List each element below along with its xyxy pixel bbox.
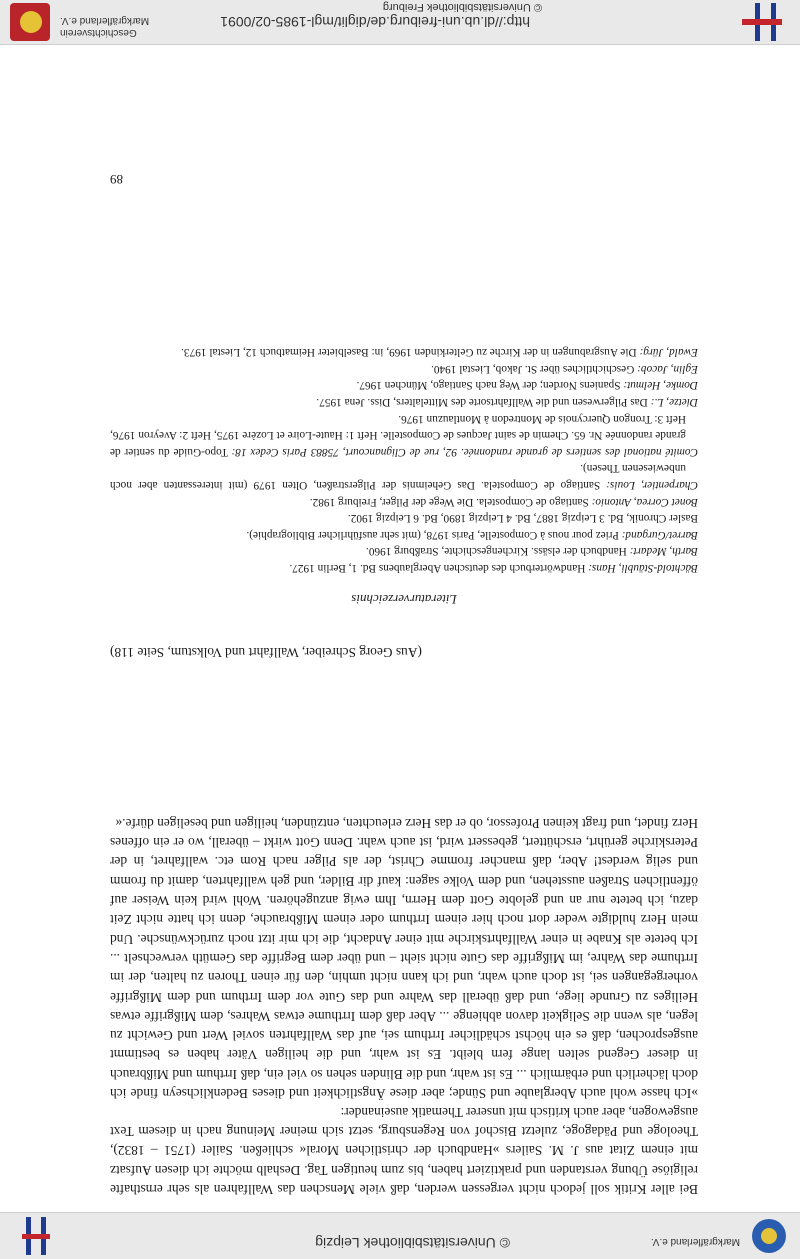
literature-entry: Eglin, Jacob: Geschichtliches über St. Jakob, Liestal 1940.	[431, 362, 698, 375]
sailer-quote: »Ich hasse wohl auch Aberglaube und Sünde; aber diese Ängstlichkeit und dieses Bedenklichseyn finde ich doch lächerlich und erbärmlich ... Es ist wahr, und die Blinden sehen so viel ein, daß Irrthum und Mißbrauch in dieser Gegend selten lange fern bleibt. Es ist wahr, und die heiligen Väter haben es bestimmt ausgesprochen, daß es ein höchst schädlicher Irrthum sei, auf das Wallfahrten soviel Wert und Gewicht zu legen, als wenn die Seligkeit davon abhienge ... Aber daß dem Irrthume etwas Wahres, dem Mißgriffe etwas Heiliges zu Grunde liege, und daß überall das Wahre und das Gute vor dem Irrthum und dem Mißgriffe vorhergegangen sei, ist doch auch wahr, und ich kann nicht umhin, den für einen Thoren zu halten, der im Irrthume das Wahre, im Mißgriffe das Gute nicht sieht – und über dem Begriffe das Gemüth verwechselt ... Ich betete als Knabe in einer Wallfahrtskirche mit einer Andacht, die ich mir itzt noch zurückwünsche. Und mein Herz huldigte weder dort noch hier einem Irrthum oder einem Mißbrauche, denn ich hatte nicht Zeit dazu, ich betete nur an und gelobte Gott dem Herrn, Ihm ewig anzugehören. Wohl wird kein Weiser auf öffentlichen Straßen ausstehen, und dem Volke sagen: kauf dir Bilder, und geh wallfahrten, damit du fromm und selig werdest! Aber, daß mancher fromme Christ, der als Pilger nach Rom etc. wallfahret, in der Peterskirche gerührt, erschüttert, gebessert wird, ist auch wahr. Denn Gott wirkt – überall, wo er ein offenes Herz findet, und fragt keinen Professor, ob er das Herz erleuchten, entzünden, heiligen und beseligen dürfe.«	[110, 815, 698, 1101]
viewer-header	[0, 1212, 800, 1259]
literature-list	[110, 344, 698, 576]
university-logo-icon	[742, 3, 782, 41]
document-url[interactable]: http://dl.ub.uni-freiburg.de/diglit/mgl-1985-02/0091	[220, 14, 530, 30]
literature-entry: Dietze, L.: Das Pilgerwesen und die Wallfahrtsorte des Mittelalters, Diss. Jena 1957.	[316, 396, 698, 409]
literature-entry: Ewald, Jürg: Die Ausgrabungen in der Kirche zu Gelterkinden 1969, in: Baselbieter Heimatbuch 12, Liestal 1973.	[181, 346, 698, 359]
literature-entry: Domke, Helmut: Spaniens Norden; der Weg nach Santiago, München 1967.	[356, 379, 698, 392]
literature-entry: Bonet Correa, Antonio: Santiago de Compostela. Die Wege der Pilger, Freiburg 1982.	[309, 495, 698, 508]
literature-heading: Literaturverzeichnis	[351, 592, 457, 607]
literature-entry: Basler Chronik, Bd. 3 Leipzig 1887, Bd. 4 Leipzig 1890, Bd. 6 Leipzig 1902.	[347, 512, 698, 525]
library-logo-icon	[752, 1219, 786, 1253]
page-number: 89	[110, 172, 123, 187]
quote-source: (Aus Georg Schreiber, Wallfahrt und Volkstum, Seite 118)	[110, 645, 422, 660]
header-association: Markgräflerland e.V.	[650, 1236, 740, 1247]
intro-paragraph: Bei aller Kritik soll jedoch nicht vergessen werden, daß viele Menschen das Wallfahren als sehr ernsthafte religiöse Übung verstanden und praktiziert haben, bis zum heutigen Tag. Deshalb möchte ich diesen Aufsatz mit einem Zitat aus J. M. Sailers »Handbuch der christlichen Moral« schließen. Sailer (1751 – 1832), Theologe und Pädagoge, zuletzt Bischof von Regensburg, setzt sich meiner Meinung nach in diesem Text ausgewogen, aber auch kritisch mit unserer Thematik auseinander:	[110, 1104, 698, 1197]
footer-copyright: © Universitätsbibliothek Freiburg	[382, 1, 542, 13]
header-library: © Universitätsbibliothek Leipzig	[315, 1235, 510, 1251]
university-logo-icon	[22, 1217, 50, 1255]
literature-entry: Charpentier, Louis: Santiago de Compostela. Das Geheimnis der Pilgerstraßen, Olten 1979 (mit interessanten aber noch unbewiesenen Thesen).	[109, 462, 698, 492]
viewer-footer	[0, 0, 800, 45]
literature-entry: Comité national des sentiers de grande randonnée. 92, rue de Clignancourt, 75883 Paris Cedex 18: Topo-Guide du sentier de grande randonnée Nr. 65. Chemin de saint Jacques de Compostelle. Heft 1: Haute-Loire et Lozère 1975, Heft 2: Aveyron 1976, Heft 3: Trongon Quercynois de Montredon à Montlauzun 1976.	[110, 412, 698, 458]
literature-entry: Barth, Medart: Handbuch der elsäss. Kirchengeschichte, Straßburg 1960.	[365, 545, 698, 558]
association-crest-icon	[10, 3, 50, 41]
literature-entry: Bächtold-Stäubli, Hans: Handwörterbuch des deutschen Aberglaubens Bd. 1, Berlin 1927.	[289, 562, 698, 574]
literature-entry: Barret/Gurgand: Priez pour nous à Compostelle, Paris 1978, (mit sehr ausführlicher Bibliographie).	[246, 528, 698, 541]
footer-association: Geschichtsverein Markgräflerland e.V.	[60, 15, 150, 38]
